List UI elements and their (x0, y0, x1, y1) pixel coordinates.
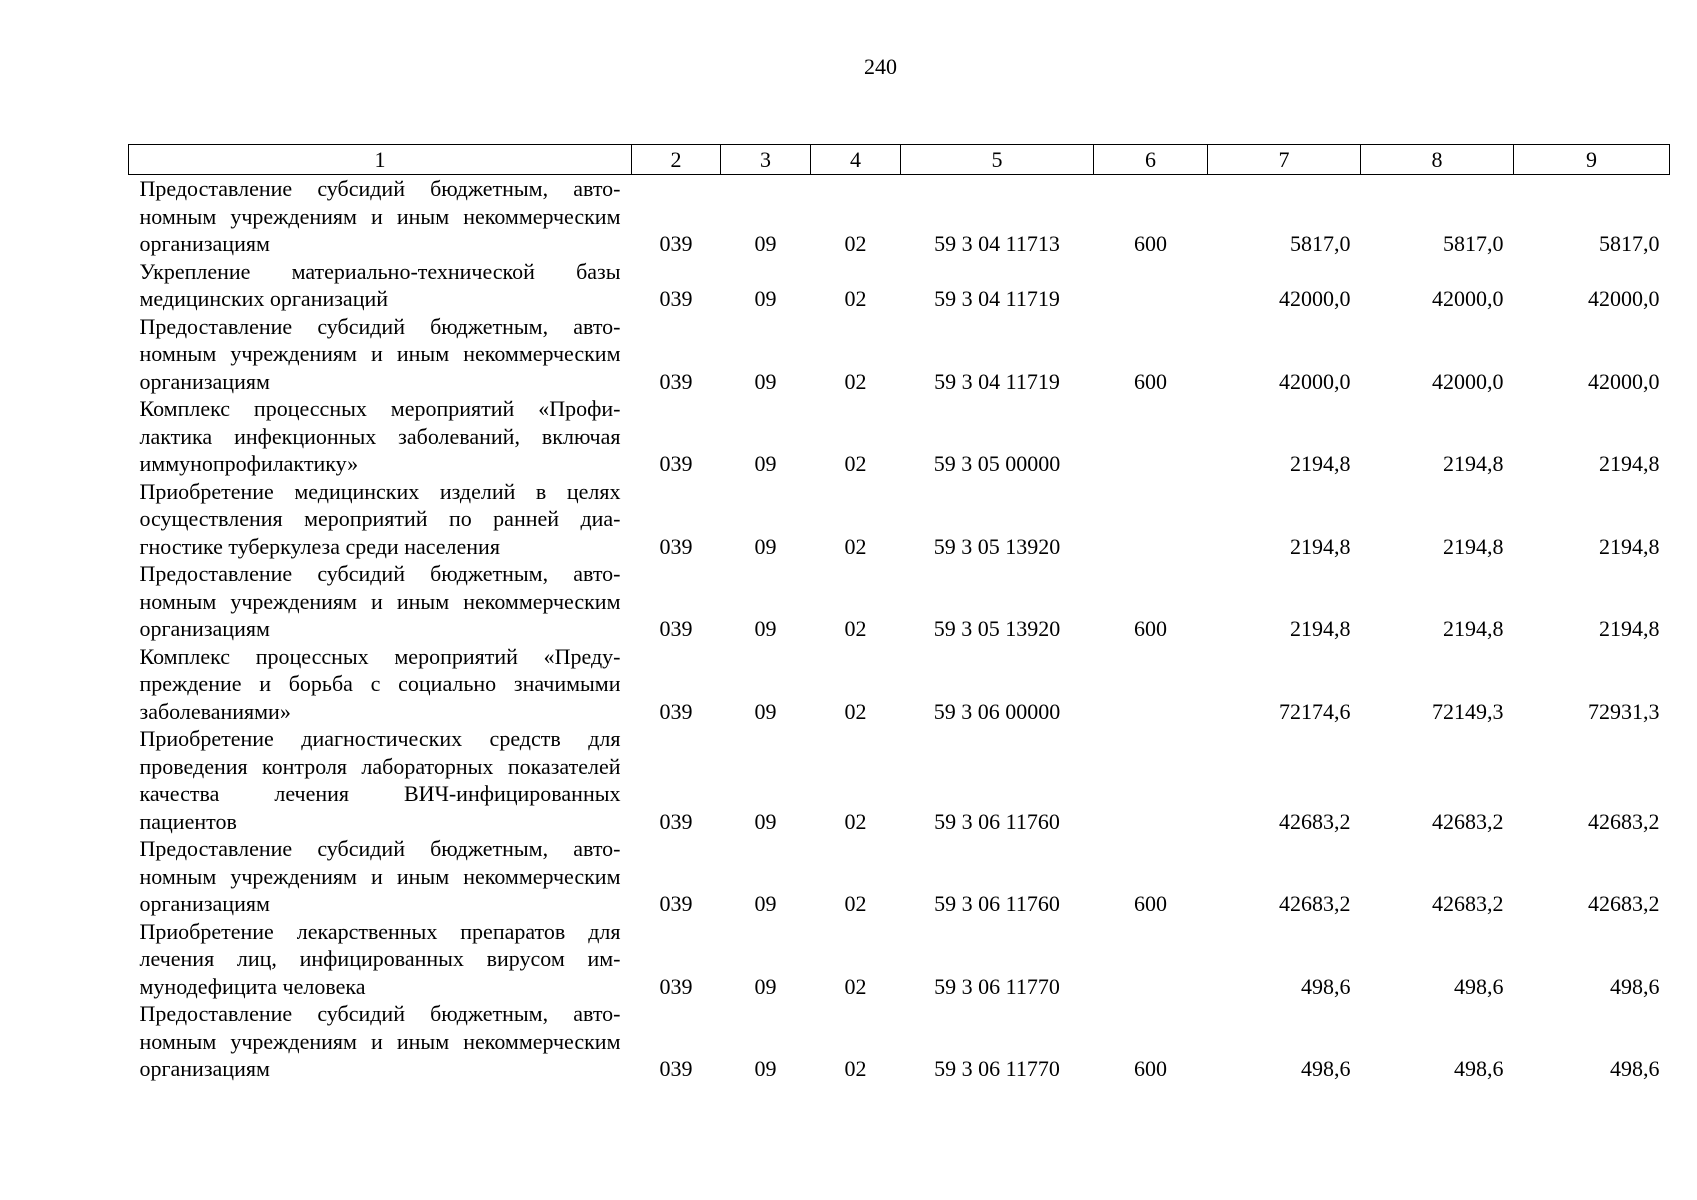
cell-amount-year-2: 2194,8 (1443, 451, 1504, 476)
cell-section-code: 09 (754, 533, 777, 559)
cell-amount-year-2: 498,6 (1454, 973, 1504, 999)
table-row (129, 835, 1670, 918)
cell-section-code: 09 (754, 891, 777, 916)
table-header-row (129, 145, 1670, 175)
budget-table (128, 144, 1670, 1083)
cell-amount-year-2: 2194,8 (1443, 533, 1504, 559)
row-description: Приобретение лекарственных препаратов для лечения лиц, инфицированных вирусом иммунодефицита человека (139, 918, 621, 999)
cell-section-code: 09 (754, 286, 777, 311)
cell-amount-year-1: 42683,2 (1279, 891, 1351, 916)
cell-amount-year-3: 5817,0 (1599, 231, 1660, 256)
cell-expense-type (1094, 725, 1208, 835)
row-description: Приобретение медицинских изделий в целях осуществления мероприятий по ранней диагностике туберкулеза среди населения (139, 478, 621, 559)
cell-target-article: 59 3 06 11760 (934, 891, 1060, 916)
cell-expense-type: 600 (1134, 1056, 1167, 1081)
column-header: 9 (1514, 145, 1670, 175)
row-description: Предоставление субсидий бюджетным, автономным учреждениям и иным некоммерческим организациям (139, 313, 621, 394)
column-header: 2 (632, 145, 721, 175)
cell-subsection-code: 02 (844, 368, 867, 394)
cell-section-code: 09 (754, 1056, 777, 1081)
cell-subsection-code: 02 (844, 231, 867, 256)
cell-amount-year-1: 498,6 (1301, 973, 1351, 999)
cell-amount-year-3: 2194,8 (1599, 616, 1660, 641)
cell-amount-year-1: 498,6 (1301, 1056, 1351, 1081)
row-description: Предоставление субсидий бюджетным, автономным учреждениям и иным некоммерческим организациям (139, 836, 621, 916)
cell-expense-type: 600 (1134, 891, 1167, 916)
cell-amount-year-2: 42000,0 (1432, 286, 1504, 311)
table-row (129, 175, 1670, 258)
cell-ministry-code: 039 (659, 368, 693, 394)
cell-subsection-code: 02 (844, 533, 867, 559)
cell-section-code: 09 (754, 616, 777, 641)
cell-ministry-code: 039 (659, 286, 693, 311)
column-header: 6 (1094, 145, 1208, 175)
column-header: 5 (901, 145, 1094, 175)
cell-subsection-code: 02 (844, 1056, 867, 1081)
cell-amount-year-1: 42000,0 (1279, 286, 1351, 311)
row-description: Укрепление материально-технической базы медицинских организаций (139, 258, 621, 311)
cell-ministry-code: 039 (659, 1056, 693, 1081)
cell-target-article: 59 3 05 00000 (933, 451, 1061, 476)
cell-ministry-code: 039 (659, 616, 693, 641)
cell-expense-type (1094, 643, 1208, 726)
cell-subsection-code: 02 (844, 451, 867, 476)
cell-ministry-code: 039 (659, 231, 693, 256)
cell-amount-year-3: 498,6 (1610, 973, 1660, 999)
table-row (129, 313, 1670, 396)
cell-ministry-code: 039 (659, 451, 693, 476)
cell-amount-year-3: 42000,0 (1588, 286, 1660, 311)
cell-amount-year-1: 42683,2 (1279, 808, 1351, 834)
cell-target-article: 59 3 06 00000 (933, 698, 1061, 724)
cell-amount-year-2: 2194,8 (1443, 616, 1504, 641)
cell-ministry-code: 039 (659, 973, 693, 999)
table-row (129, 478, 1670, 561)
cell-ministry-code: 039 (659, 533, 693, 559)
page-number: 240 (864, 54, 897, 79)
table-body (129, 175, 1670, 1083)
cell-ministry-code: 039 (659, 891, 693, 916)
cell-ministry-code: 039 (659, 698, 693, 724)
cell-amount-year-1: 2194,8 (1290, 533, 1351, 559)
row-description: Комплекс процессных мероприятий «Предупреждение и борьба с социально значимыми заболеваниями» (139, 643, 621, 724)
cell-amount-year-2: 42000,0 (1432, 368, 1504, 394)
column-header: 4 (811, 145, 901, 175)
cell-target-article: 59 3 04 11719 (934, 286, 1060, 311)
cell-target-article: 59 3 05 13920 (933, 616, 1061, 641)
cell-subsection-code: 02 (844, 616, 867, 641)
cell-amount-year-1: 2194,8 (1290, 616, 1351, 641)
column-header: 3 (721, 145, 811, 175)
cell-amount-year-2: 498,6 (1454, 1056, 1504, 1081)
cell-expense-type: 600 (1134, 616, 1167, 641)
table-row (129, 1000, 1670, 1083)
cell-amount-year-2: 5817,0 (1443, 231, 1504, 256)
cell-amount-year-3: 42000,0 (1588, 368, 1660, 394)
cell-amount-year-1: 5817,0 (1290, 231, 1351, 256)
cell-section-code: 09 (754, 808, 777, 834)
cell-target-article: 59 3 04 11719 (934, 368, 1060, 394)
cell-amount-year-2: 72149,3 (1432, 698, 1504, 724)
cell-expense-type: 600 (1134, 368, 1167, 394)
cell-subsection-code: 02 (844, 808, 867, 834)
row-description: Предоставление субсидий бюджетным, автономным учреждениям и иным некоммерческим организациям (139, 1001, 621, 1081)
cell-target-article: 59 3 05 13920 (933, 533, 1061, 559)
row-description: Приобретение диагностических средств для проведения контроля лабораторных показателей качества лечения ВИЧ-инфицированных пациентов (139, 726, 621, 834)
cell-amount-year-2: 42683,2 (1432, 891, 1504, 916)
cell-subsection-code: 02 (844, 286, 867, 311)
cell-amount-year-2: 42683,2 (1432, 808, 1504, 834)
cell-amount-year-1: 72174,6 (1279, 698, 1351, 724)
cell-target-article: 59 3 06 11770 (934, 1056, 1060, 1081)
cell-target-article: 59 3 04 11713 (934, 231, 1060, 256)
table-row (129, 643, 1670, 726)
table-row (129, 560, 1670, 643)
cell-section-code: 09 (754, 368, 777, 394)
cell-expense-type: 600 (1134, 231, 1167, 256)
cell-section-code: 09 (754, 973, 777, 999)
cell-amount-year-3: 72931,3 (1588, 698, 1660, 724)
cell-section-code: 09 (754, 698, 777, 724)
row-description: Предоставление субсидий бюджетным, автономным учреждениям и иным некоммерческим организациям (139, 561, 621, 641)
column-header: 1 (129, 145, 632, 175)
cell-expense-type (1094, 395, 1208, 478)
table-row (129, 258, 1670, 313)
column-header: 7 (1208, 145, 1361, 175)
cell-expense-type (1094, 478, 1208, 561)
cell-amount-year-3: 498,6 (1610, 1056, 1660, 1081)
cell-expense-type (1094, 258, 1208, 313)
row-description: Предоставление субсидий бюджетным, автономным учреждениям и иным некоммерческим организациям (139, 176, 621, 256)
cell-amount-year-1: 42000,0 (1279, 368, 1351, 394)
cell-expense-type (1094, 918, 1208, 1001)
cell-section-code: 09 (754, 231, 777, 256)
row-description: Комплекс процессных мероприятий «Профилактика инфекционных заболеваний, включая иммунопрофилактику» (139, 396, 621, 476)
table-row (129, 725, 1670, 835)
cell-subsection-code: 02 (844, 891, 867, 916)
cell-subsection-code: 02 (844, 973, 867, 999)
cell-amount-year-3: 42683,2 (1588, 808, 1660, 834)
cell-target-article: 59 3 06 11770 (934, 973, 1060, 999)
cell-target-article: 59 3 06 11760 (934, 808, 1060, 834)
cell-subsection-code: 02 (844, 698, 867, 724)
cell-amount-year-1: 2194,8 (1290, 451, 1351, 476)
cell-ministry-code: 039 (659, 808, 693, 834)
column-header: 8 (1361, 145, 1514, 175)
cell-amount-year-3: 2194,8 (1599, 451, 1660, 476)
cell-section-code: 09 (754, 451, 777, 476)
table-row (129, 918, 1670, 1001)
cell-amount-year-3: 42683,2 (1588, 891, 1660, 916)
table-row (129, 395, 1670, 478)
cell-amount-year-3: 2194,8 (1599, 533, 1660, 559)
